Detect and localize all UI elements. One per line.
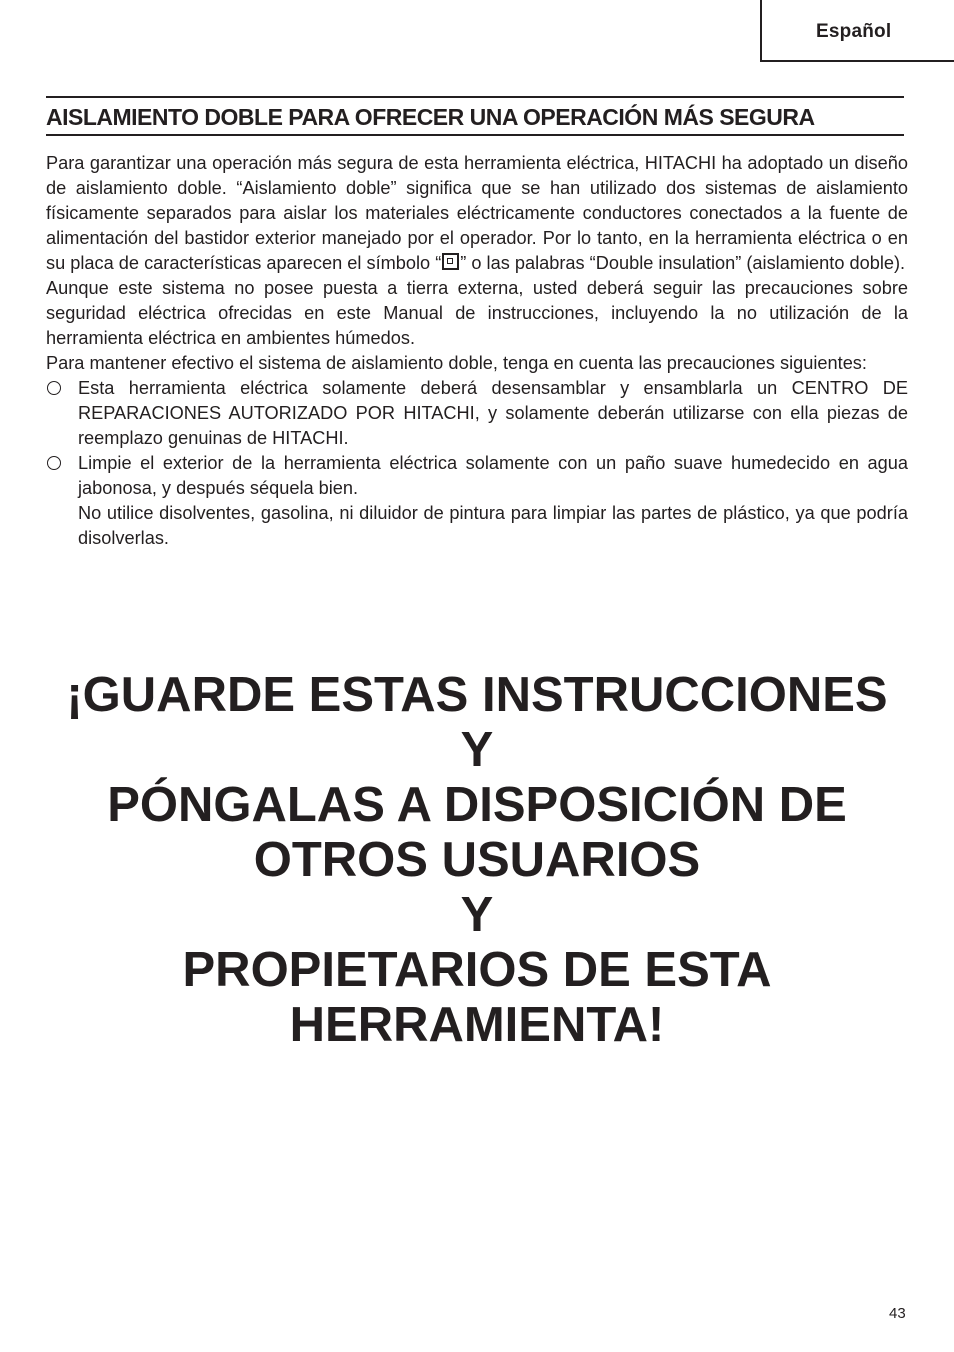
save-instructions-heading <box>0 668 954 1053</box>
paragraph-precautions: Para mantener efectivo el sistema de aislamiento doble, tenga en cuenta las precauciones siguientes: <box>46 353 867 373</box>
heading-line: Y <box>460 723 494 777</box>
intro-text-before-symbol: Para garantizar una operación más segura de esta herramienta eléctrica, HITACHI ha adoptado un diseño de aislamiento doble. “Aislamiento doble” significa que se han utilizado dos sistemas de aislamiento físicamente separados para aislar los materiales eléctricamente conductores conectados a la fuente de alimentación del bastidor exterior manejado por el operador. Por lo tanto, en la herramienta eléctrica o en su placa de características aparecen el símbolo “ <box>46 153 908 273</box>
heading-line: Y <box>460 888 494 942</box>
bullet-circle-icon <box>47 381 61 395</box>
heading-line: OTROS USUARIOS <box>253 833 701 887</box>
bullet-item-cleaning <box>46 451 908 551</box>
bullet-item-repair <box>46 376 908 451</box>
intro-text-after-symbol: ” o las palabras “Double insulation” (aislamiento doble). <box>460 253 906 273</box>
heading-line: PROPIETARIOS DE ESTA <box>182 943 772 997</box>
section-title: AISLAMIENTO DOBLE PARA OFRECER UNA OPERACIÓN MÁS SEGURA <box>46 96 904 136</box>
paragraph-intro <box>46 151 908 276</box>
paragraph-grounding: Aunque este sistema no posee puesta a tierra externa, usted deberá seguir las precauciones sobre seguridad eléctrica ofrecidas en este Manual de instrucciones, incluyendo la no utilización de la herramienta eléctrica en ambientes húmedos. <box>46 278 908 348</box>
double-insulation-symbol-icon <box>442 253 459 270</box>
page-number: 43 <box>889 1305 906 1322</box>
heading-line: ¡GUARDE ESTAS INSTRUCCIONES <box>66 668 888 722</box>
bullet-text: Limpie el exterior de la herramienta eléctrica solamente con un paño suave humedecido en agua jabonosa, y después séquela bien. <box>78 453 908 498</box>
bullet-text: No utilice disolventes, gasolina, ni diluidor de pintura para limpiar las partes de plástico, ya que podría disolverlas. <box>78 503 908 548</box>
bullet-text: Esta herramienta eléctrica solamente deberá desensamblar y ensamblarla un CENTRO DE REPARACIONES AUTORIZADO POR HITACHI, y solamente deberán utilizarse con ella piezas de reemplazo genuinas de HITACHI. <box>78 378 908 448</box>
language-label: Español <box>816 21 892 42</box>
heading-line: HERRAMIENTA! <box>289 998 665 1052</box>
language-tab <box>760 0 954 62</box>
heading-line: PÓNGALAS A DISPOSICIÓN DE <box>107 778 847 832</box>
body-text <box>46 151 908 551</box>
bullet-circle-icon <box>47 456 61 470</box>
